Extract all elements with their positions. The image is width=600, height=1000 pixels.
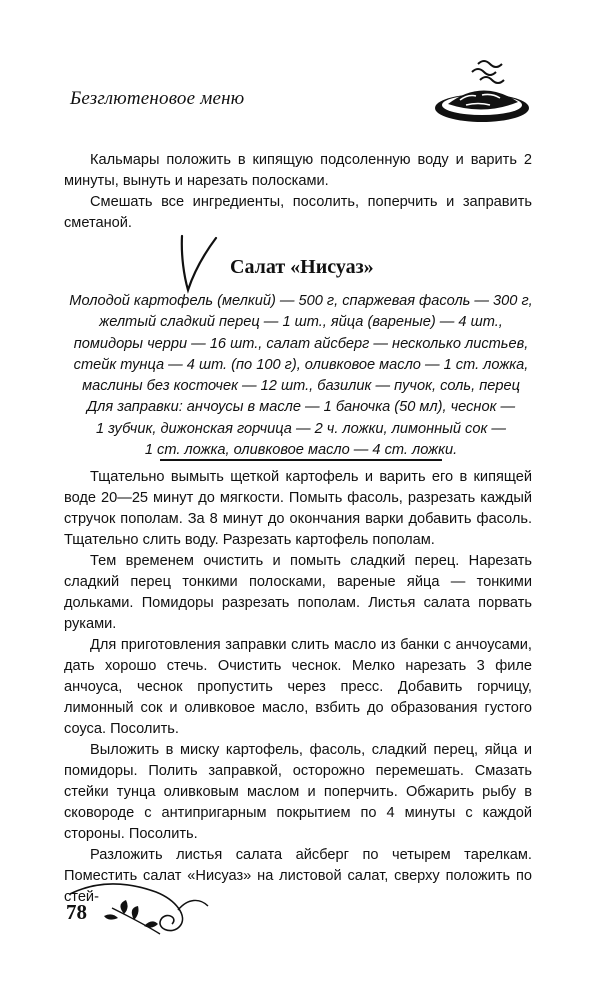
floral-ornament-icon [68,880,210,942]
ingredients-line: маслины без косточек — 12 шт., базилик — пучок, соль, перец [82,378,520,395]
ingredients-list [66,291,536,461]
page-number: 78 [66,900,87,924]
ingredients-line: 1 зубчик, дижонская горчица — 2 ч. ложки, лимонный сок — [95,420,507,437]
ingredients-line: стейк тунца — 4 шт. (по 100 г), оливковое масло — 1 ст. ложка, [73,356,529,373]
ingredients-line: Молодой картофель (мелкий) — 500 г, спаржевая фасоль — 300 г, [69,293,533,309]
method-paragraph: Тщательно вымыть щеткой картофель и варить его в кипящей воде 20—25 минут до мягкости. Помыть фасоль, разрезать каждый стручок пополам. За 8 минут до окончания варки добавить фасоль. Тщательно слить воду. Разрезать картофель пополам. [64,469,532,548]
method-paragraph: Выложить в миску картофель, фасоль, сладкий перец, яйца и помидоры. Полить заправкой, осторожно перемешать. Смазать стейки тунца оливковым маслом и поперчить. Обжарить рыбу в сковороде с антипригарным покрытием по 4 минуты с каждой стороны. Посолить. [64,742,532,842]
intro-paragraph: Кальмары положить в кипящую подсоленную воду и варить 2 минуты, вынуть и нарезать полосками. [64,152,532,189]
ingredients-line: Для заправки: анчоусы в масле — 1 баночка (50 мл), чеснок — [86,399,516,416]
method-paragraph: Для приготовления заправки слить масло из банки с анчоусами, дать хорошо стечь. Очистить чеснок. Мелко нарезать 3 филе анчоуса, чеснок пропустить через пресс. Добавить горчицу, лимонный сок и оливковое масло, взбить до образования густого соуса. Посолить. [64,637,532,737]
ingredients-line: желтый сладкий перец — 1 шт., яйца (вареные) — 4 шт., [99,314,503,331]
handwritten-checkmark-icon [172,232,218,294]
ingredients-line: помидоры черри — 16 шт., салат айсберг — несколько листьев, [73,335,529,352]
dish-with-food-icon [432,58,532,130]
intro-text [64,150,532,234]
intro-paragraph: Смешать все ингредиенты, посолить, поперчить и заправить сметаной. [64,194,532,231]
method-paragraph: Тем временем очистить и помыть сладкий перец. Нарезать сладкий перец тонкими полосками, вареные яйца — тонкими дольками. Помидоры разрезать пополам. Листья салата порвать руками. [64,553,532,632]
ingredients-line: 1 ст. ложка, оливковое масло — 4 ст. ложки. [144,442,458,459]
section-divider [160,459,442,461]
method-text [64,467,532,908]
recipe-title: Салат «Нисуаз» [230,256,374,278]
method-paragraph: Разложить листья салата айсберг по четырем тарелкам. Поместить салат «Нисуаз» на листовой салат, сверху положить по стей- [64,847,532,905]
running-head: Безглютеновое меню [70,88,245,109]
